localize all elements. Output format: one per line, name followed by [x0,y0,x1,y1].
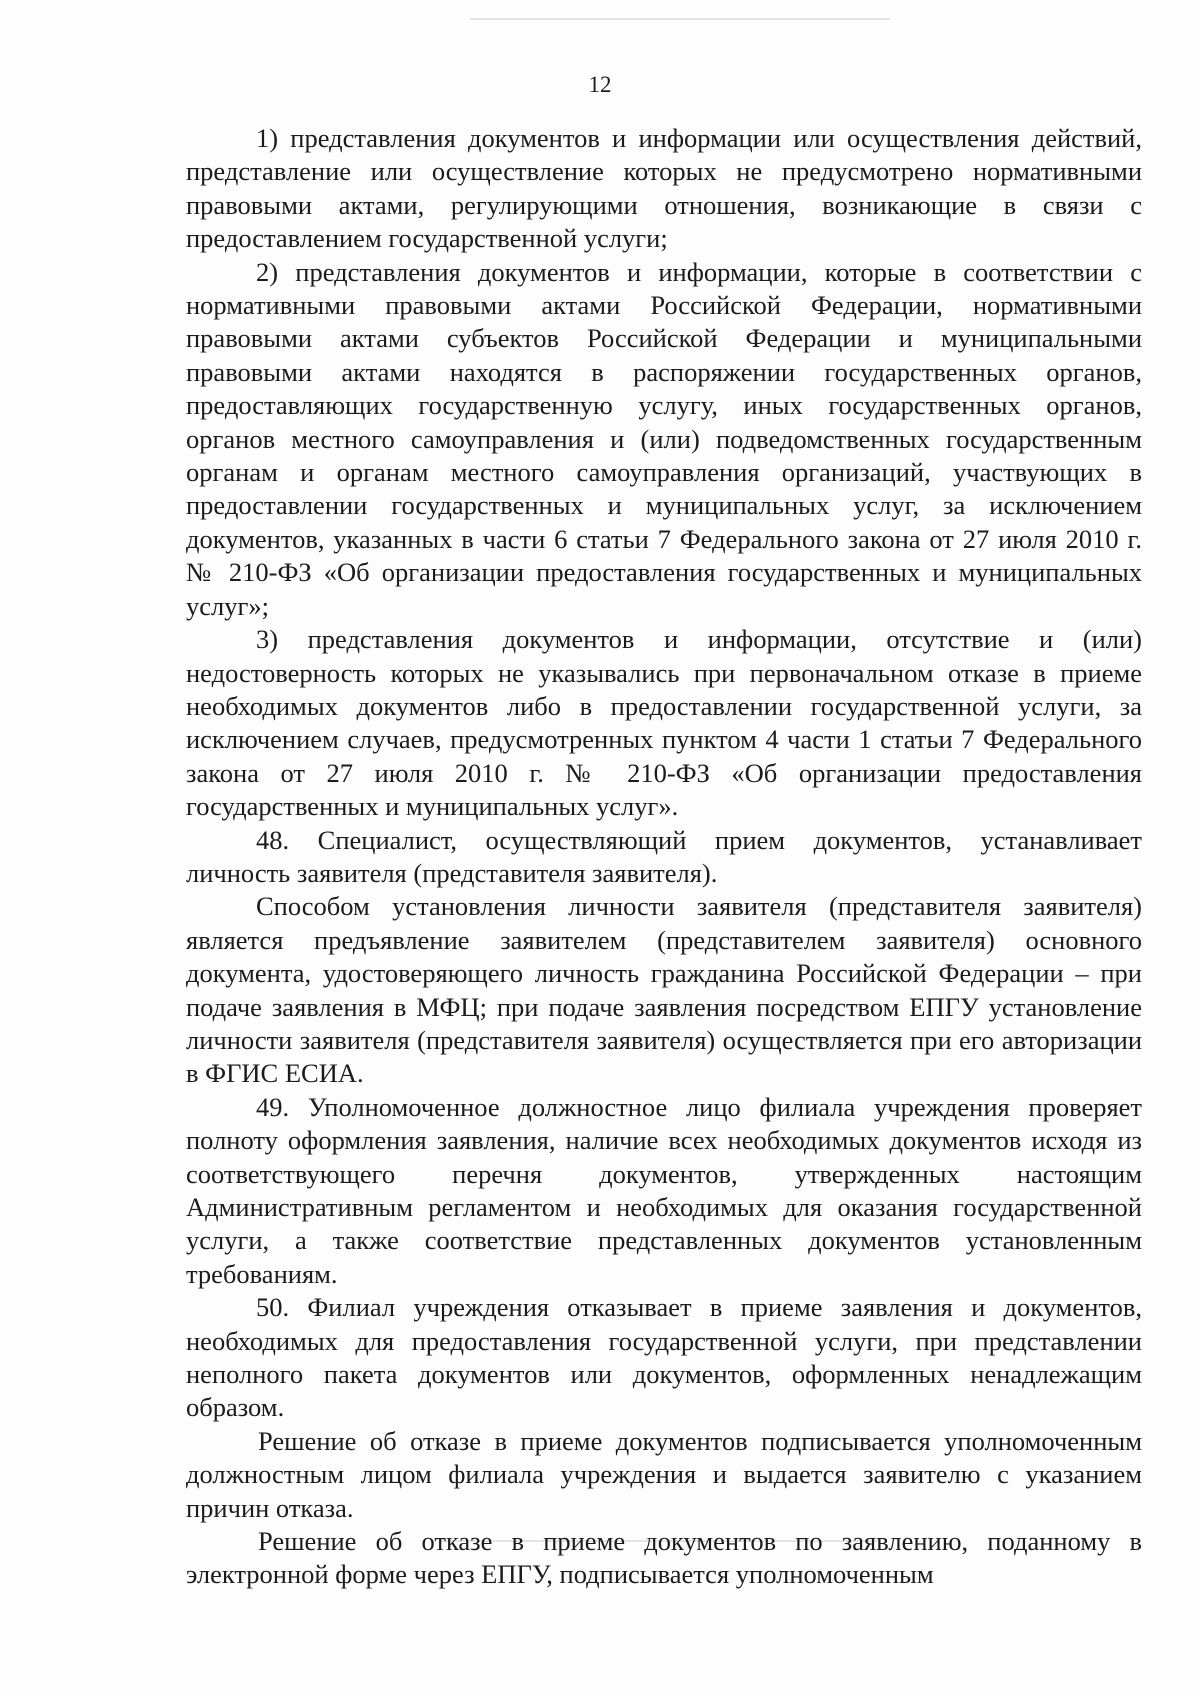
document-body [186,122,1142,1592]
paragraph-refusal-decision: Решение об отказе в приеме документов подписывается уполномоченным должностным лицом филиала учреждения и выдается заявителю с указанием причин отказа. [186,1425,1142,1523]
page-number: 12 [588,72,612,97]
paragraph-electronic-refusal: Решение об отказе в приеме документов по заявлению, поданному в электронной форме через ЕПГУ, подписывается уполномоченным [186,1526,1142,1590]
paragraph-item-2: 2) представления документов и информации, которые в соответствии с нормативными правовыми актами Российской Федерации, нормативными правовыми актами субъектов Российской Федерации и муниципальными правовыми актами находятся в распоряжении государственных органов, предоставляющих государственную услугу, иных государственных органов, органов местного самоуправления и (или) подведомственных государственным органам и органам местного самоуправления организаций, участвующих в предоставлении государственных и муниципальных услуг, за исключением документов, указанных в части 6 статьи 7 Федерального закона от 27 июля 2010 г. № 210-ФЗ «Об организации предоставления государственных и муниципальных услуг»; [186,256,1142,621]
paragraph-49: 49. Уполномоченное должностное лицо филиала учреждения проверяет полноту оформления заявления, наличие всех необходимых документов исходя из соответствующего перечня документов, утвержденных настоящим Административным регламентом и необходимых для оказания государственной услуги, а также соответствие представленных документов установленным требованиям. [186,1091,1142,1289]
scan-artifact [470,18,890,20]
paragraph-48: 48. Специалист, осуществляющий прием документов, устанавливает личность заявителя (представителя заявителя). [186,824,1142,888]
paragraph-item-1: 1) представления документов и информации или осуществления действий, представление или осуществление которых не предусмотрено нормативными правовыми актами, регулирующими отношения, возникающие в связи с предоставлением государственной услуги; [186,123,1142,254]
paragraph-identification-method: Способом установления личности заявителя (представителя заявителя) является предъявление заявителем (представителем заявителя) основного документа, удостоверяющего личность гражданина Российской Федерации – при подаче заявления в МФЦ; при подаче заявления посредством ЕПГУ установление личности заявителя (представителя заявителя) осуществляется при его авторизации в ФГИС ЕСИА. [186,891,1142,1089]
paragraph-50: 50. Филиал учреждения отказывает в приеме заявления и документов, необходимых для предоставления государственной услуги, при представлении неполного пакета документов или документов, оформленных ненадлежащим образом. [186,1292,1142,1423]
paragraph-item-3: 3) представления документов и информации, отсутствие и (или) недостоверность которых не указывались при первоначальном отказе в приеме необходимых документов либо в предоставлении государственной услуги, за исключением случаев, предусмотренных пунктом 4 части 1 статьи 7 Федерального закона от 27 июля 2010 г. № 210-ФЗ «Об организации предоставления государственных и муниципальных услуг». [186,624,1142,822]
